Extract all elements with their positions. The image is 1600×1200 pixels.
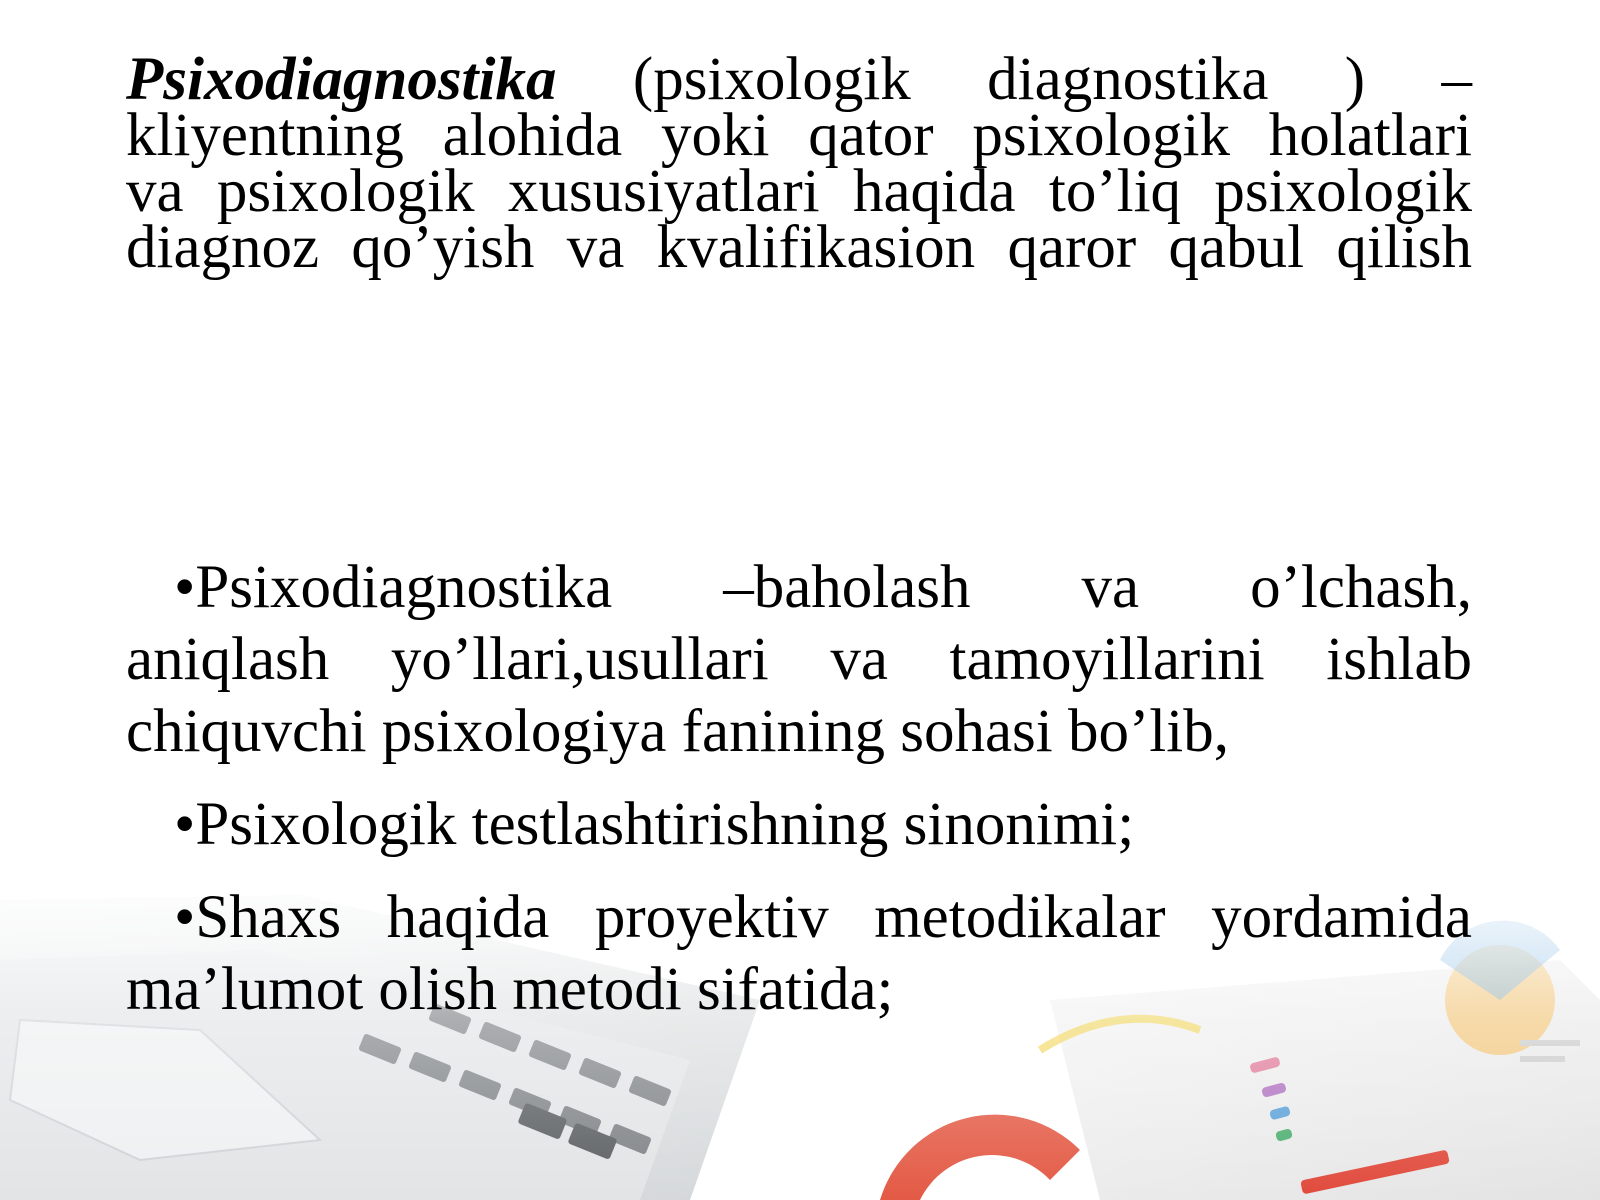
- bullet-marker: •: [174, 884, 196, 951]
- bullet-line: [126, 882, 1472, 954]
- bullet-item: [126, 552, 1472, 768]
- definition-line-1: [126, 46, 1472, 113]
- bullet-marker: •: [174, 791, 196, 858]
- bullet-text: Psixologik testlashtirishning sinonimi;: [195, 791, 1135, 858]
- bullet-item: [126, 882, 1472, 1026]
- slide-content: [126, 46, 1472, 1023]
- definition-line-2: kliyentning alohida yoki qator psixologik holatlari: [126, 102, 1472, 169]
- bullet-text: Psixodiagnostika –baholash va o’lchash,: [195, 554, 1472, 621]
- definition-line-3: va psixologik xususiyatlari haqida to’liq psixologik: [126, 158, 1472, 225]
- bullet-marker: •: [174, 554, 196, 621]
- bullet-line: chiquvchi psixologiya fanining sohasi bo’lib,: [126, 698, 1229, 765]
- bullet-line: aniqlash yo’llari,usullari va tamoyillarini ishlab: [126, 626, 1472, 693]
- definition-line-4: diagnoz qo’yish va kvalifikasion qaror qabul qilish: [126, 214, 1472, 281]
- bullet-text: Shaxs haqida proyektiv metodikalar yordamida: [195, 884, 1472, 951]
- bullet-line: [126, 552, 1472, 624]
- bullet-list: [126, 552, 1472, 1047]
- bullet-item: [126, 789, 1472, 861]
- definition-line-1-text: (psixologik diagnostika ) –: [632, 46, 1472, 113]
- definition-paragraph: [126, 46, 1472, 281]
- bullet-line: [126, 789, 1472, 861]
- bullet-line: ma’lumot olish metodi sifatida;: [126, 956, 894, 1023]
- definition-term: Psixodiagnostika: [126, 46, 557, 113]
